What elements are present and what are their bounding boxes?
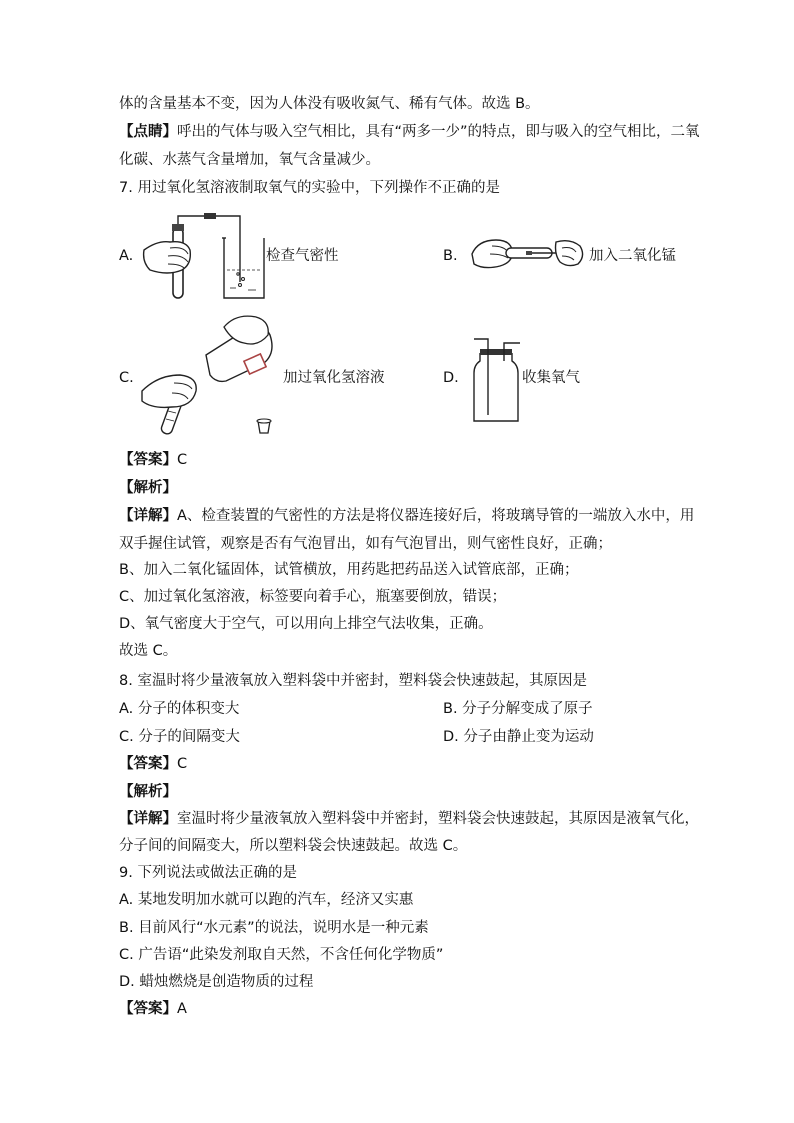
text-line: 化碳、水蒸气含量增加，氧气含量减少。 [119,152,380,168]
option-b-letter: B. [443,248,458,264]
key-point-tag: 【点睛】 [119,124,177,140]
option-c-caption: 加过氧化氢溶液 [283,370,385,386]
detail-line: C、加过氧化氢溶液，标签要向着手心，瓶塞要倒放，错误； [119,589,507,605]
key-point-text: 呼出的气体与吸入空气相比，具有“两多一少”的特点，即与吸入的空气相比，二氧 [177,124,700,140]
option-b: B. 分子分解变成了原子 [443,701,593,717]
answer-value: A [177,1001,187,1017]
airtightness-check-illustration [140,210,265,302]
option-d: D. 蜡烛燃烧是创造物质的过程 [119,974,314,990]
question-8-stem: 8. 室温时将少量液氧放入塑料袋中并密封，塑料袋会快速鼓起，其原因是 [119,673,587,689]
detail-tag: 【详解】 [119,508,177,524]
detail-line [119,506,694,526]
answer-line [119,754,187,774]
option-d: D. 分子由静止变为运动 [443,729,594,745]
detail-line: 分子间的间隔变大，所以塑料袋会快速鼓起。故选 C。 [119,838,468,854]
option-c-letter: C. [119,370,134,386]
answer-line [119,450,187,470]
detail-tag: 【详解】 [119,811,177,827]
option-a-caption: 检查气密性 [266,248,339,264]
option-a-letter: A. [119,248,134,264]
detail-line: D、氧气密度大于空气，可以用向上排空气法收集，正确。 [119,616,493,632]
option-d-caption: 收集氧气 [522,370,580,386]
answer-value: C [177,452,188,468]
option-b-caption: 加入二氧化锰 [589,248,676,264]
detail-line: 双手握住试管，观察是否有气泡冒出，如有气泡冒出，则气密性良好，正确； [119,536,612,552]
option-a: A. 某地发明加水就可以跑的汽车，经济又实惠 [119,892,414,908]
add-manganese-dioxide-illustration [470,232,585,276]
question-9-stem: 9. 下列说法或做法正确的是 [119,865,297,881]
text-line: 体的含量基本不变，因为人体没有吸收氮气、稀有气体。故选 B。 [119,96,540,112]
option-b: B. 目前风行“水元素”的说法，说明水是一种元素 [119,920,429,936]
analysis-tag: 【解析】 [119,784,177,800]
key-point-line [119,122,700,142]
option-c: C. 分子的间隔变大 [119,729,240,745]
pour-hydrogen-peroxide-illustration [140,313,280,439]
question-7-stem: 7. 用过氧化氢溶液制取氧气的实验中，下列操作不正确的是 [119,180,500,196]
answer-line [119,999,187,1019]
answer-tag: 【答案】 [119,452,177,468]
option-d-letter: D. [443,370,459,386]
gas-collection-bottle-illustration [470,335,522,425]
detail-line [119,809,699,829]
option-c: C. 广告语“此染发剂取自天然，不含任何化学物质” [119,947,444,963]
answer-value: C [177,756,188,772]
detail-text: 室温时将少量液氧放入塑料袋中并密封，塑料袋会快速鼓起，其原因是液氧气化， [177,811,699,827]
answer-tag: 【答案】 [119,1001,177,1017]
conclusion-line: 故选 C。 [119,643,178,659]
detail-text: A、检查装置的气密性的方法是将仪器连接好后，将玻璃导管的一端放入水中，用 [177,508,695,524]
detail-line: B、加入二氧化锰固体，试管横放，用药匙把药品送入试管底部，正确； [119,562,579,578]
answer-tag: 【答案】 [119,756,177,772]
option-a: A. 分子的体积变大 [119,701,240,717]
analysis-tag: 【解析】 [119,480,177,496]
